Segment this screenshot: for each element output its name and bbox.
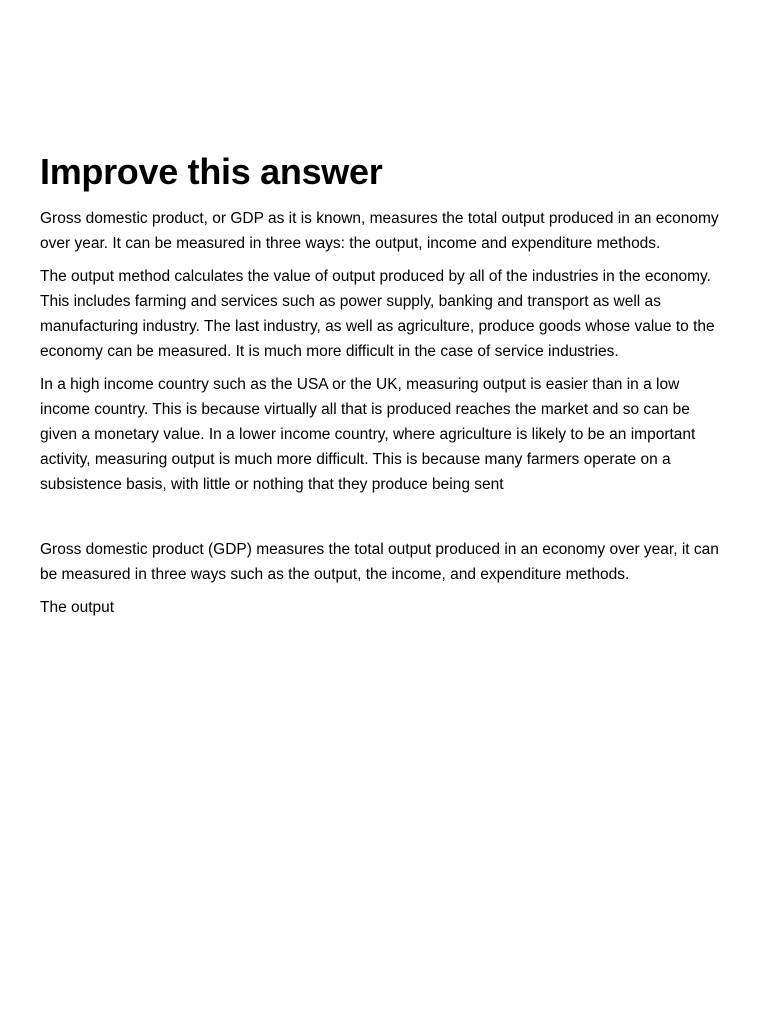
answer-section-2 xyxy=(40,537,730,620)
answer2-paragraph-1: Gross domestic product (GDP) measures the total output produced in an economy over year, it can be measured in three ways such as the output, the income, and expenditure methods. xyxy=(40,541,719,583)
answer2-paragraph-2: The output xyxy=(40,599,115,616)
section-spacer xyxy=(40,505,730,537)
document-page xyxy=(40,150,730,628)
answer1-paragraph-2: The output method calculates the value of output produced by all of the industries in the economy. This includes farming and services such as power supply, banking and transport as well as manufacturing industry. The last industry, as well as agriculture, produce goods whose value to the economy can be measured. It is much more difficult in the case of service industries. xyxy=(40,268,715,360)
page-title: Improve this answer xyxy=(40,151,383,192)
answer-section-1 xyxy=(40,206,730,497)
answer1-paragraph-1: Gross domestic product, or GDP as it is known, measures the total output produced in an economy over year. It can be measured in three ways: the output, income and expenditure methods. xyxy=(40,210,719,252)
answer1-paragraph-3: In a high income country such as the USA or the UK, measuring output is easier than in a low income country. This is because virtually all that is produced reaches the market and so can be given a monetary value. In a lower income country, where agriculture is likely to be an important activity, measuring output is much more difficult. This is because many farmers operate on a subsistence basis, with little or nothing that they produce being sent xyxy=(40,376,696,493)
